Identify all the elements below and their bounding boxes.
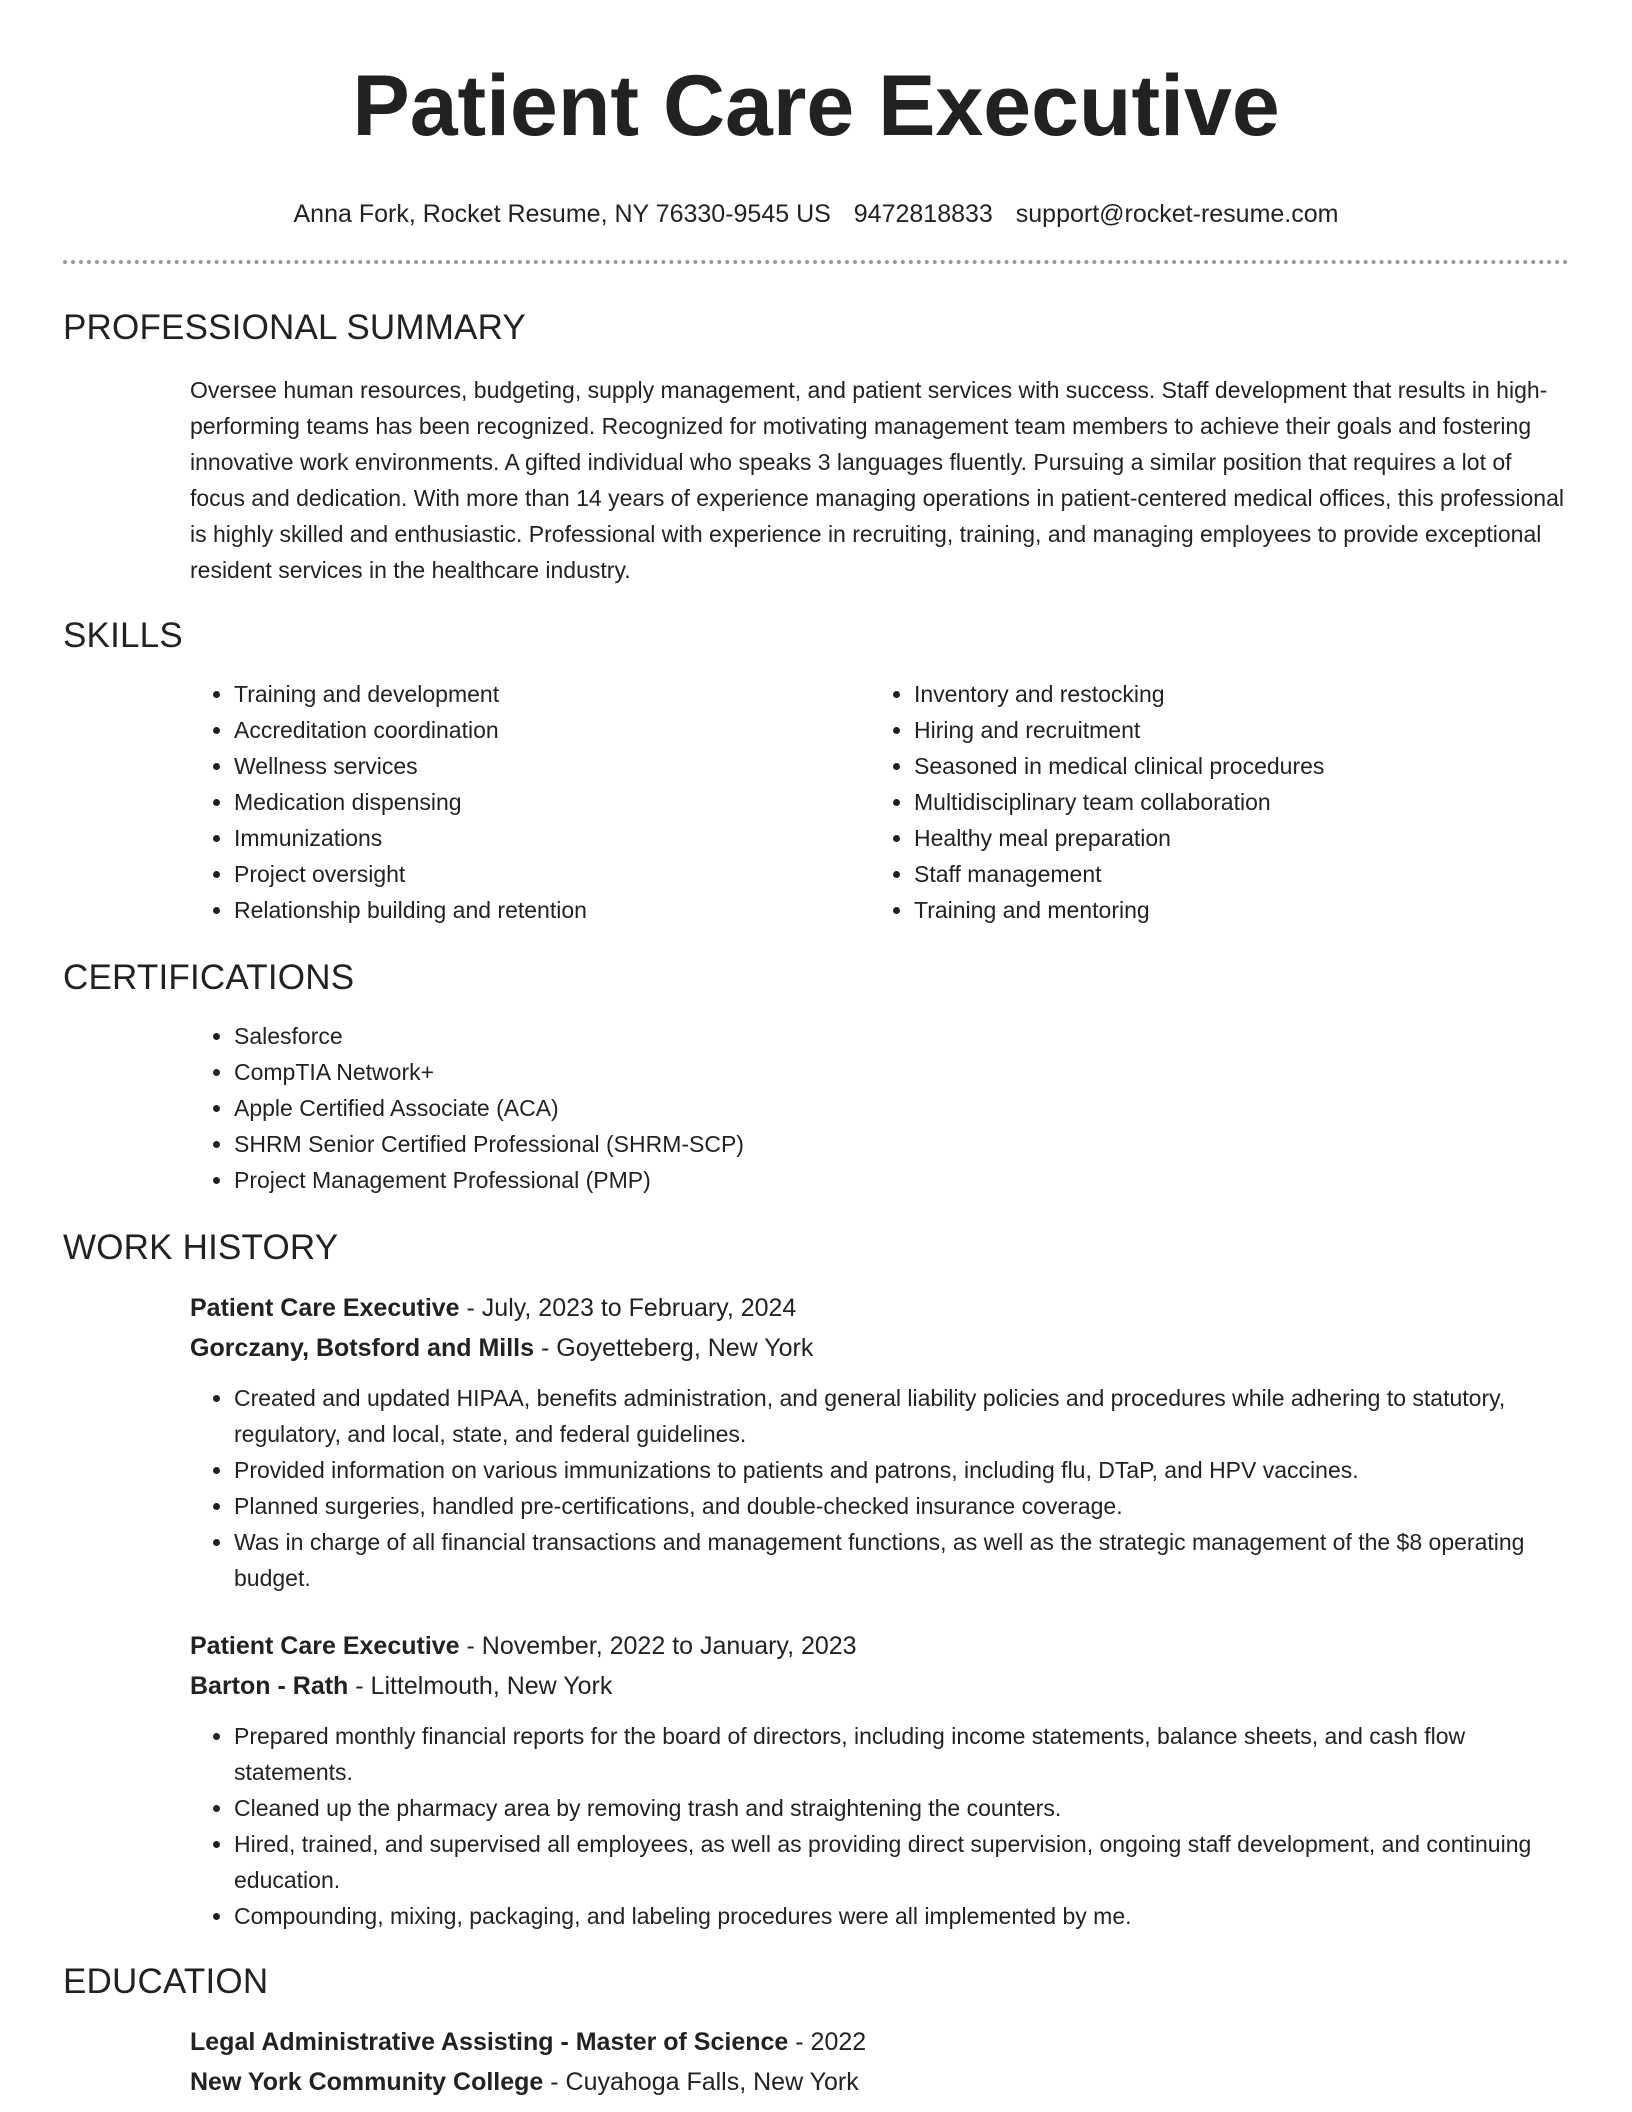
- certification-item: • CompTIA Network+: [234, 1054, 1569, 1090]
- contact-email: support@rocket-resume.com: [1015, 200, 1339, 228]
- job-title-line: [190, 1288, 1569, 1328]
- education-section: [0, 1960, 1632, 2102]
- skill-item: • Inventory and restocking: [914, 676, 1550, 712]
- skill-item: • Immunizations: [234, 820, 870, 856]
- work-history-section: [0, 1226, 1632, 1934]
- skills-column-left: [190, 676, 870, 928]
- skill-item: • Training and mentoring: [914, 892, 1550, 928]
- certification-item: • Apple Certified Associate (ACA): [234, 1090, 1569, 1126]
- work-history-heading: WORK HISTORY: [63, 1228, 339, 1267]
- education-school-line: [190, 2062, 1569, 2102]
- contact-phone: 9472818833: [853, 200, 993, 228]
- job-bullet: • Prepared monthly financial reports for the board of directors, including income statements, balance sheets, and cash flow statements.: [234, 1718, 1569, 1790]
- summary-heading: PROFESSIONAL SUMMARY: [63, 308, 526, 347]
- certifications-heading: CERTIFICATIONS: [63, 958, 355, 997]
- education-degree-line: [190, 2022, 1569, 2062]
- certifications-list: [190, 1018, 1569, 1198]
- job-title: Patient Care Executive: [190, 1632, 460, 1660]
- contact-address: Anna Fork, Rocket Resume, NY 76330-9545 US: [293, 200, 831, 228]
- job-location: - Goyetteberg, New York: [534, 1334, 814, 1362]
- job-location: - Littelmouth, New York: [348, 1672, 613, 1700]
- skill-item: • Wellness services: [234, 748, 870, 784]
- contact-line: [0, 198, 1632, 230]
- education-location: - Cuyahoga Falls, New York: [543, 2068, 859, 2096]
- education-year: - 2022: [788, 2028, 867, 2056]
- certifications-section: [0, 956, 1632, 1198]
- skills-heading: SKILLS: [63, 616, 183, 655]
- job-company: Gorczany, Botsford and Mills: [190, 1334, 535, 1362]
- skill-item: • Seasoned in medical clinical procedures: [914, 748, 1550, 784]
- skills-column-right: [870, 676, 1550, 928]
- job-entry: [190, 1626, 1569, 1934]
- summary-section: [0, 306, 1632, 588]
- job-company-line: [190, 1328, 1569, 1368]
- education-school: New York Community College: [190, 2068, 544, 2096]
- skill-item: • Hiring and recruitment: [914, 712, 1550, 748]
- job-bullet: • Was in charge of all financial transactions and management functions, as well as the strategic management of the $8 operating budget.: [234, 1524, 1569, 1596]
- certification-item: • Salesforce: [234, 1018, 1569, 1054]
- skills-section: [0, 614, 1632, 928]
- job-entry: [190, 1288, 1569, 1596]
- skill-item: • Accreditation coordination: [234, 712, 870, 748]
- job-bullet: • Provided information on various immunizations to patients and patrons, including flu, DTaP, and HPV vaccines.: [234, 1452, 1569, 1488]
- education-degree: Legal Administrative Assisting - Master of Science: [190, 2028, 789, 2056]
- job-bullet: • Compounding, mixing, packaging, and labeling procedures were all implemented by me.: [234, 1898, 1569, 1934]
- job-company: Barton - Rath: [190, 1672, 349, 1700]
- job-bullet: • Planned surgeries, handled pre-certifications, and double-checked insurance coverage.: [234, 1488, 1569, 1524]
- header-divider: [63, 260, 1569, 264]
- job-title: Patient Care Executive: [190, 1294, 460, 1322]
- job-bullet: • Created and updated HIPAA, benefits administration, and general liability policies and procedures while adhering to statutory, regulatory, and local, state, and federal guidelines.: [234, 1380, 1569, 1452]
- skill-item: • Staff management: [914, 856, 1550, 892]
- job-bullets: [190, 1380, 1569, 1596]
- job-bullet: • Hired, trained, and supervised all employees, as well as providing direct supervision, ongoing staff development, and continuing education.: [234, 1826, 1569, 1898]
- skill-item: • Medication dispensing: [234, 784, 870, 820]
- certification-item: • Project Management Professional (PMP): [234, 1162, 1569, 1198]
- education-heading: EDUCATION: [63, 1962, 269, 2001]
- job-company-line: [190, 1666, 1569, 1706]
- skill-item: • Training and development: [234, 676, 870, 712]
- certification-item: • SHRM Senior Certified Professional (SHRM-SCP): [234, 1126, 1569, 1162]
- job-bullets: [190, 1718, 1569, 1934]
- job-dates: - July, 2023 to February, 2024: [459, 1294, 797, 1322]
- skill-item: • Relationship building and retention: [234, 892, 870, 928]
- skill-item: • Project oversight: [234, 856, 870, 892]
- skill-item: • Healthy meal preparation: [914, 820, 1550, 856]
- resume-title: Patient Care Executive: [352, 58, 1280, 154]
- job-title-line: [190, 1626, 1569, 1666]
- job-dates: - November, 2022 to January, 2023: [459, 1632, 857, 1660]
- education-entry: [190, 2022, 1569, 2102]
- summary-text: Oversee human resources, budgeting, supply management, and patient services with success. Staff development that results in high-performing teams has been recognized. Recognized for motivating management team members to achieve their goals and fostering innovative work environments. A gifted individual who speaks 3 languages fluently. Pursuing a similar position that requires a lot of focus and dedication. With more than 14 years of experience managing operations in patient-centered medical offices, this professional is highly skilled and enthusiastic. Professional with experience in recruiting, training, and managing employees to provide exceptional resident services in the healthcare industry.: [190, 377, 1564, 583]
- skill-item: • Multidisciplinary team collaboration: [914, 784, 1550, 820]
- skills-grid: [190, 676, 1569, 928]
- job-bullet: • Cleaned up the pharmacy area by removing trash and straightening the counters.: [234, 1790, 1569, 1826]
